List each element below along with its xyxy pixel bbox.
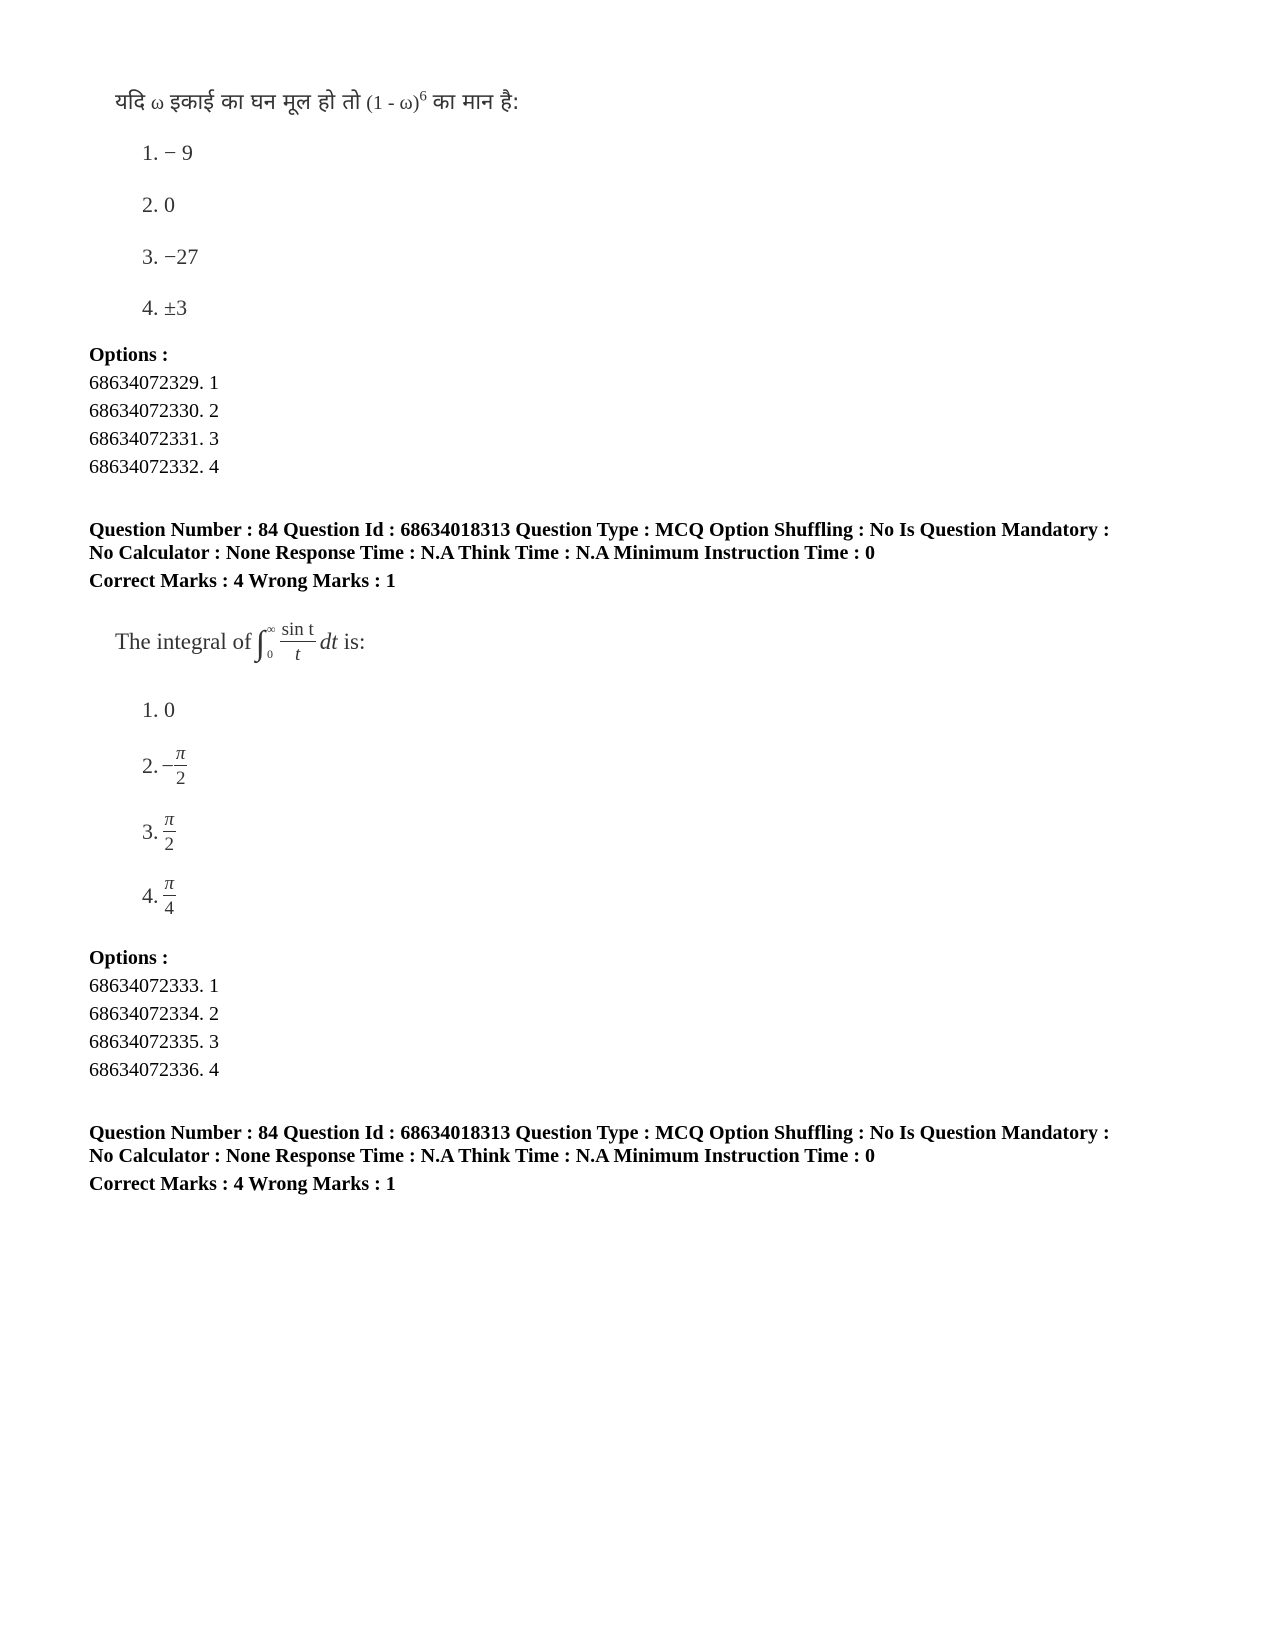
q1-stem-prefix: यदि bbox=[115, 90, 146, 115]
q2-denominator: t bbox=[295, 644, 301, 665]
q1-option-4: 68634072332. 4 bbox=[89, 456, 219, 478]
q1-stem-suffix: का मान है: bbox=[432, 90, 520, 115]
q2-choice-3-fraction bbox=[163, 810, 177, 854]
q2-choice-3-denominator: 2 bbox=[164, 834, 175, 855]
q2-choice-4-denominator: 4 bbox=[164, 898, 175, 919]
q2-choice-4-number: 4. bbox=[142, 883, 159, 908]
q2-option-4: 68634072336. 4 bbox=[89, 1059, 219, 1081]
q2-numerator: sin t bbox=[281, 619, 314, 640]
meta2-line2: No Calculator : None Response Time : N.A Think Time : N.A Minimum Instruction Time : 0 bbox=[89, 1145, 875, 1167]
q2-stem-suffix: is: bbox=[343, 629, 366, 654]
integral-upper-limit: ∞ bbox=[267, 622, 276, 636]
question-1-stem bbox=[115, 86, 519, 116]
q2-option-2: 68634072334. 2 bbox=[89, 1003, 219, 1025]
meta1-line2: No Calculator : None Response Time : N.A Think Time : N.A Minimum Instruction Time : 0 bbox=[89, 542, 875, 564]
q2-option-1: 68634072333. 1 bbox=[89, 975, 219, 997]
q2-integrand-fraction bbox=[280, 620, 316, 664]
q1-stem-middle: इकाई का घन मूल हो तो bbox=[169, 90, 361, 115]
q2-choice-3-number: 3. bbox=[142, 819, 159, 844]
q1-choice-1: 1. − 9 bbox=[142, 140, 193, 165]
q1-choice-2: 2. 0 bbox=[142, 192, 175, 217]
meta1-line1: Question Number : 84 Question Id : 68634018313 Question Type : MCQ Option Shuffling : No Is Question Mandatory : bbox=[89, 519, 1110, 541]
q1-omega: ω bbox=[150, 92, 165, 114]
q1-option-1: 68634072329. 1 bbox=[89, 372, 219, 394]
q2-choice-2 bbox=[142, 744, 187, 788]
q1-expression: (1 - ω) bbox=[366, 92, 420, 114]
q2-choice-1 bbox=[142, 697, 175, 723]
q2-choice-4 bbox=[142, 874, 176, 918]
q2-choice-3 bbox=[142, 810, 176, 854]
q2-choice-2-fraction bbox=[174, 744, 188, 788]
meta2-line1: Question Number : 84 Question Id : 68634018313 Question Type : MCQ Option Shuffling : No Is Question Mandatory : bbox=[89, 1122, 1110, 1144]
q2-choice-4-numerator: π bbox=[164, 873, 175, 894]
q2-choice-3-numerator: π bbox=[164, 809, 175, 830]
q2-options-label: Options : bbox=[89, 947, 169, 969]
meta2-line3: Correct Marks : 4 Wrong Marks : 1 bbox=[89, 1173, 396, 1195]
q1-options-label: Options : bbox=[89, 344, 169, 366]
q1-exponent: 6 bbox=[419, 88, 427, 105]
q2-dt: dt bbox=[319, 629, 338, 654]
integral-lower-limit: 0 bbox=[267, 647, 273, 661]
q2-choice-1-value: 0 bbox=[164, 697, 175, 722]
q2-choice-2-sign: − bbox=[161, 753, 174, 778]
q1-choice-3: 3. −27 bbox=[142, 244, 199, 269]
q1-option-3: 68634072331. 3 bbox=[89, 428, 219, 450]
q2-choice-1-number: 1. bbox=[142, 697, 159, 722]
q2-choice-2-denominator: 2 bbox=[175, 768, 186, 789]
q2-stem-prefix: The integral of bbox=[115, 629, 252, 654]
question-2-stem bbox=[115, 620, 365, 664]
meta1-line3: Correct Marks : 4 Wrong Marks : 1 bbox=[89, 570, 396, 592]
q2-choice-2-numerator: π bbox=[175, 743, 186, 764]
q2-option-3: 68634072335. 3 bbox=[89, 1031, 219, 1053]
integral-sign: ∫ ∞ 0 bbox=[255, 622, 276, 662]
q2-choice-2-number: 2. bbox=[142, 753, 159, 778]
q2-choice-4-fraction bbox=[163, 874, 177, 918]
q1-choice-4: 4. ±3 bbox=[142, 295, 188, 320]
q1-option-2: 68634072330. 2 bbox=[89, 400, 219, 422]
